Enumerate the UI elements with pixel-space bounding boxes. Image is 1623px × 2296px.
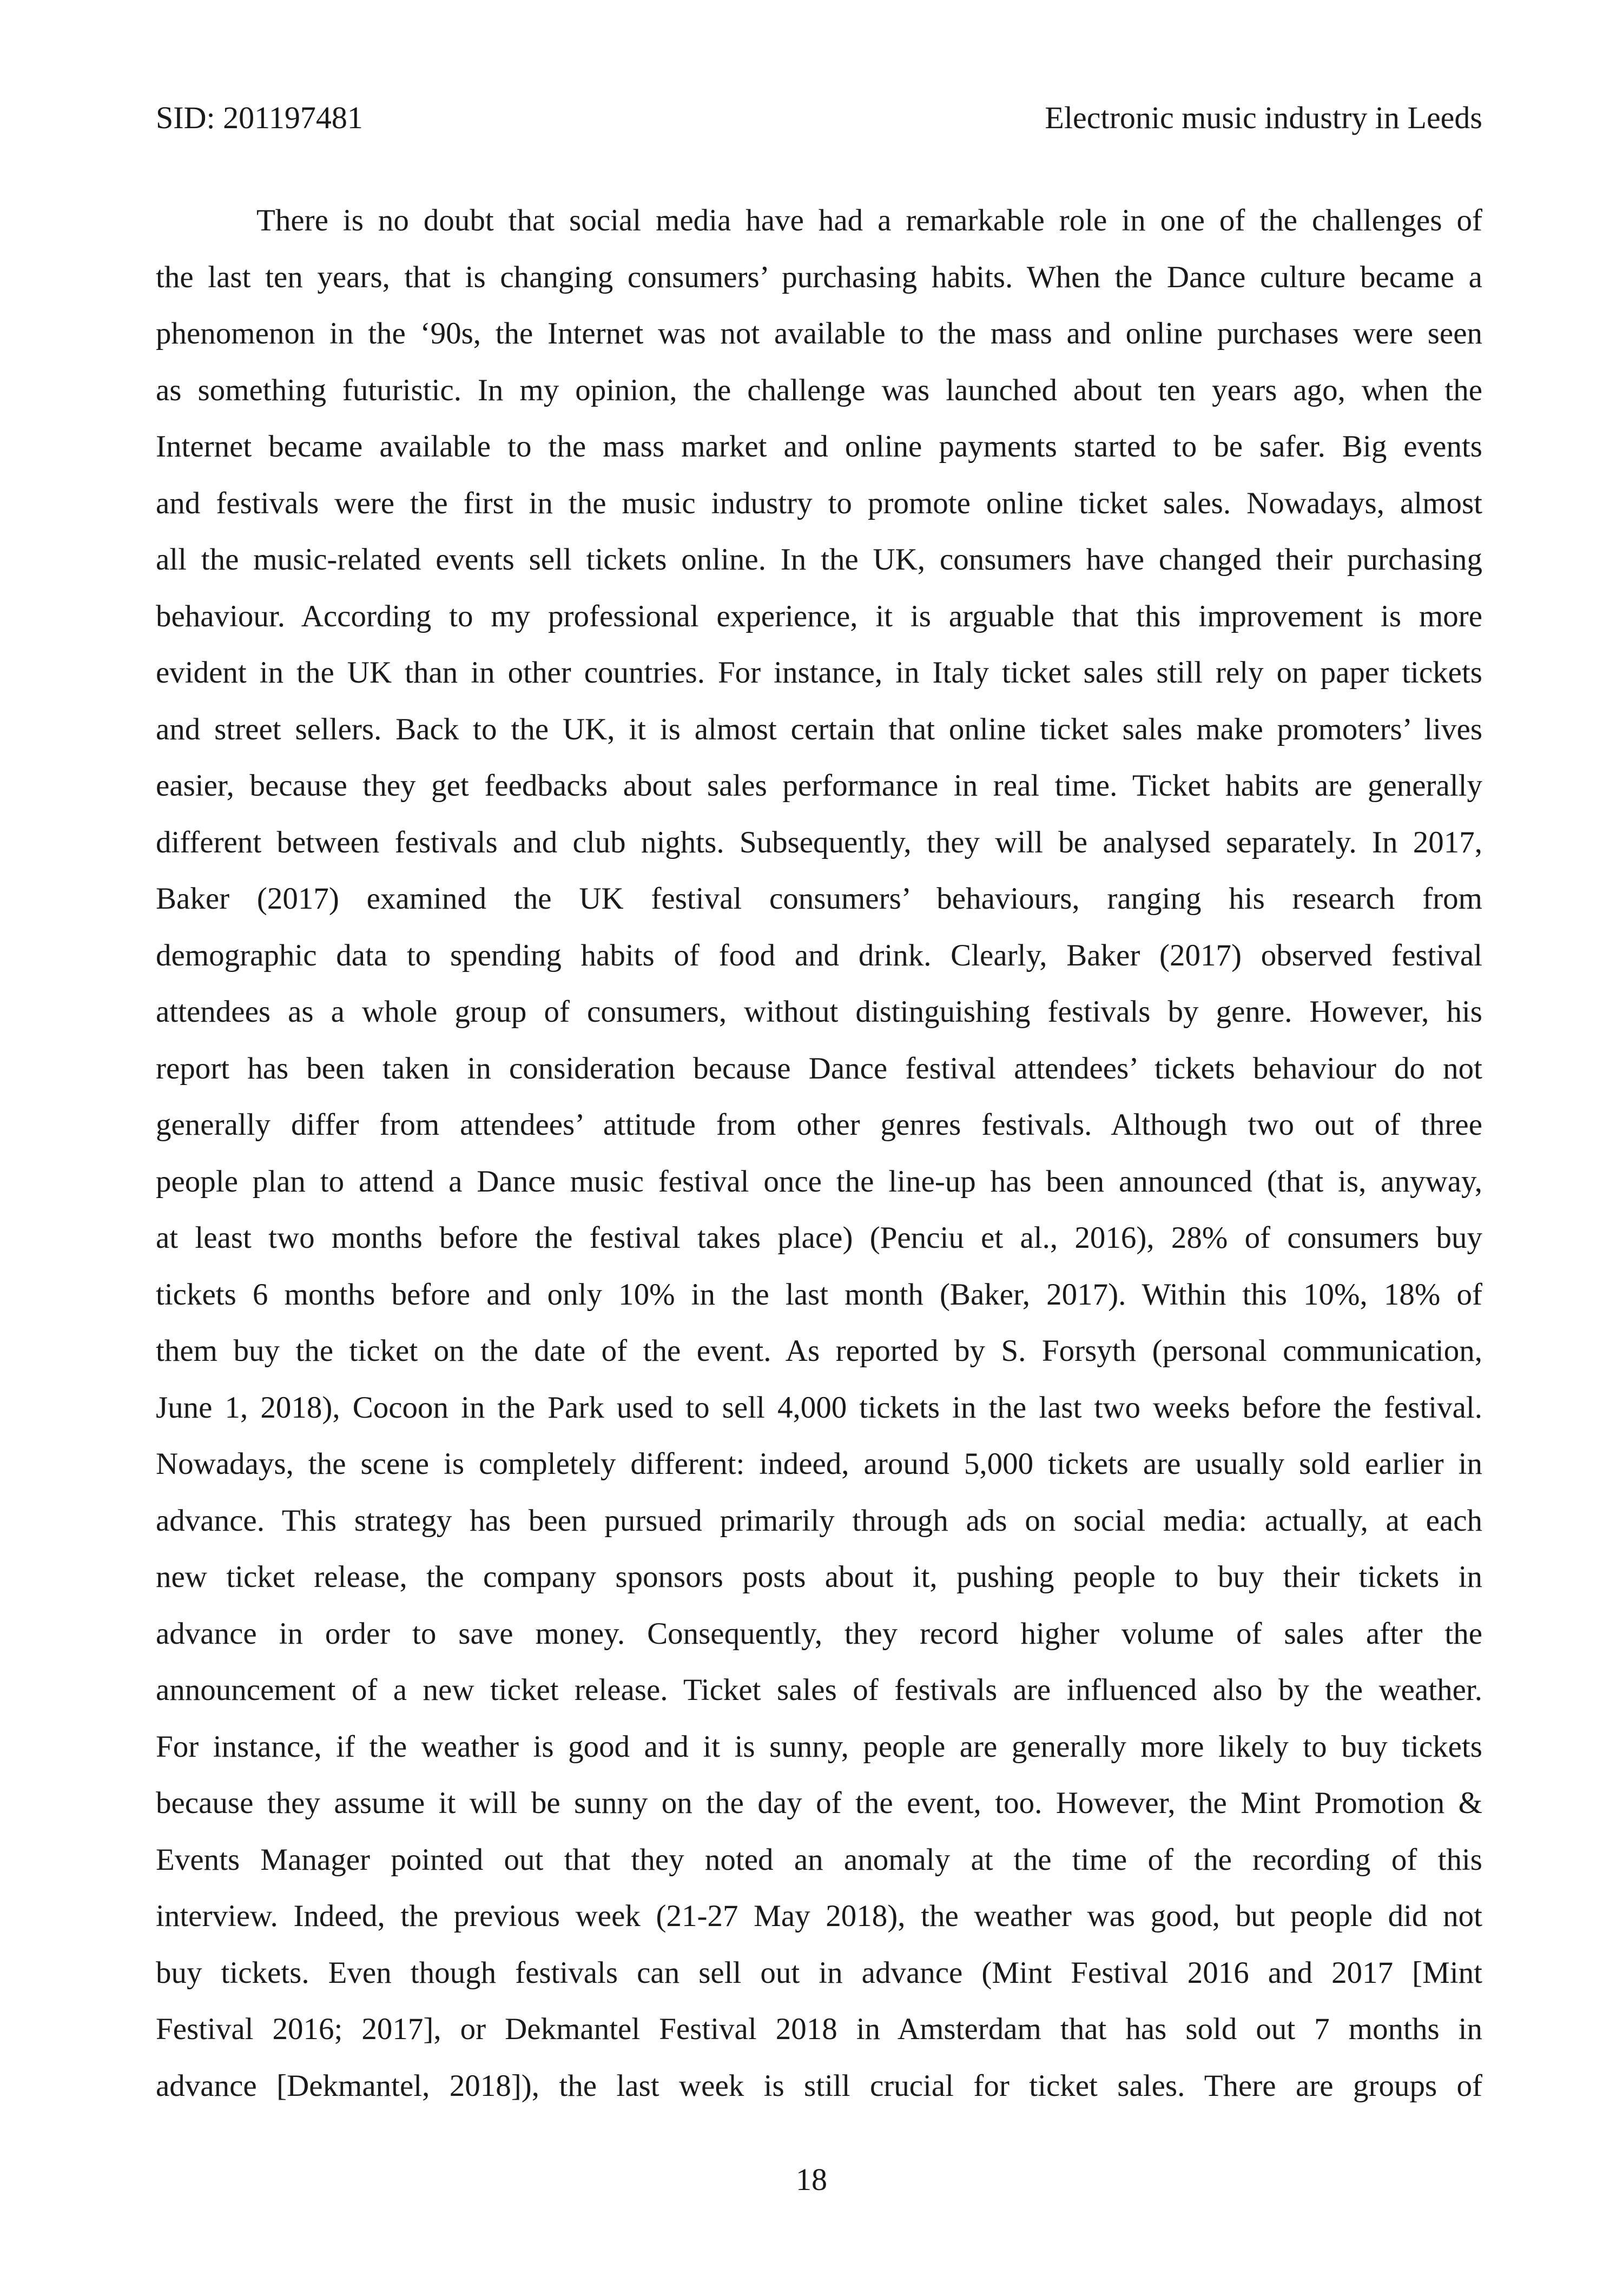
page-header (156, 96, 1482, 140)
student-id: SID: 201197481 (156, 100, 363, 135)
text-line: people plan to attend a Dance music festival once the line-up has been announced (that is, anyway, (156, 1164, 1482, 1199)
text-line: report has been taken in consideration because Dance festival attendees’ tickets behaviour do not (156, 1051, 1482, 1086)
text-line: announcement of a new ticket release. Ticket sales of festivals are influenced also by the weather. (156, 1673, 1482, 1707)
text-line: and festivals were the first in the music industry to promote online ticket sales. Nowadays, almost (156, 486, 1482, 520)
text-line: and street sellers. Back to the UK, it is almost certain that online ticket sales make promoters’ lives (156, 712, 1482, 746)
text-line: Baker (2017) examined the UK festival consumers’ behaviours, ranging his research from (156, 882, 1482, 916)
text-line: June 1, 2018), Cocoon in the Park used to sell 4,000 tickets in the last two weeks before the festival. (156, 1390, 1482, 1425)
text-line: because they assume it will be sunny on the day of the event, too. However, the Mint Promotion & (156, 1786, 1482, 1820)
text-line: as something futuristic. In my opinion, the challenge was launched about ten years ago, when the (156, 373, 1482, 407)
text-line: evident in the UK than in other countries. For instance, in Italy ticket sales still rely on paper tickets (156, 656, 1482, 690)
text-line: demographic data to spending habits of food and drink. Clearly, Baker (2017) observed festival (156, 938, 1482, 972)
text-line: at least two months before the festival takes place) (Penciu et al., 2016), 28% of consumers buy (156, 1221, 1482, 1255)
text-line: different between festivals and club nights. Subsequently, they will be analysed separately. In 2017, (156, 825, 1482, 859)
text-line: For instance, if the weather is good and it is sunny, people are generally more likely to buy tickets (156, 1729, 1482, 1764)
text-line: Events Manager pointed out that they noted an anomaly at the time of the recording of this (156, 1842, 1482, 1877)
text-line: Internet became available to the mass market and online payments started to be safer. Big events (156, 429, 1482, 464)
text-line: Festival 2016; 2017], or Dekmantel Festival 2018 in Amsterdam that has sold out 7 months in (156, 2012, 1482, 2046)
text-line: There is no doubt that social media have had a remarkable role in one of the challenges of (256, 203, 1482, 237)
text-line: them buy the ticket on the date of the event. As reported by S. Forsyth (personal communication, (156, 1334, 1482, 1368)
text-line: tickets 6 months before and only 10% in the last month (Baker, 2017). Within this 10%, 18% of (156, 1277, 1482, 1312)
text-line: interview. Indeed, the previous week (21-27 May 2018), the weather was good, but people did not (156, 1899, 1482, 1933)
text-line: all the music-related events sell tickets online. In the UK, consumers have changed their purchasing (156, 542, 1482, 577)
text-line: easier, because they get feedbacks about sales performance in real time. Ticket habits are generally (156, 769, 1482, 803)
text-line: the last ten years, that is changing consumers’ purchasing habits. When the Dance culture became a (156, 260, 1482, 294)
text-line: buy tickets. Even though festivals can sell out in advance (Mint Festival 2016 and 2017 [Mint (156, 1955, 1482, 1990)
text-line: behaviour. According to my professional experience, it is arguable that this improvement is more (156, 599, 1482, 633)
page-number: 18 (796, 2162, 827, 2197)
text-line: phenomenon in the ‘90s, the Internet was not available to the mass and online purchases were seen (156, 316, 1482, 350)
running-title: Electronic music industry in Leeds (1045, 100, 1482, 135)
text-line: Nowadays, the scene is completely different: indeed, around 5,000 tickets are usually sold earlier in (156, 1447, 1482, 1481)
body-paragraph (156, 193, 1482, 2114)
text-line: advance. This strategy has been pursued primarily through ads on social media: actually, at each (156, 1503, 1482, 1538)
text-line: advance [Dekmantel, 2018]), the last week is still crucial for ticket sales. There are groups of (156, 2068, 1482, 2103)
text-line: advance in order to save money. Consequently, they record higher volume of sales after the (156, 1616, 1482, 1651)
text-line: new ticket release, the company sponsors posts about it, pushing people to buy their tickets in (156, 1560, 1482, 1594)
text-line: generally differ from attendees’ attitude from other genres festivals. Although two out of three (156, 1108, 1482, 1142)
text-line: attendees as a whole group of consumers, without distinguishing festivals by genre. However, his (156, 995, 1482, 1029)
